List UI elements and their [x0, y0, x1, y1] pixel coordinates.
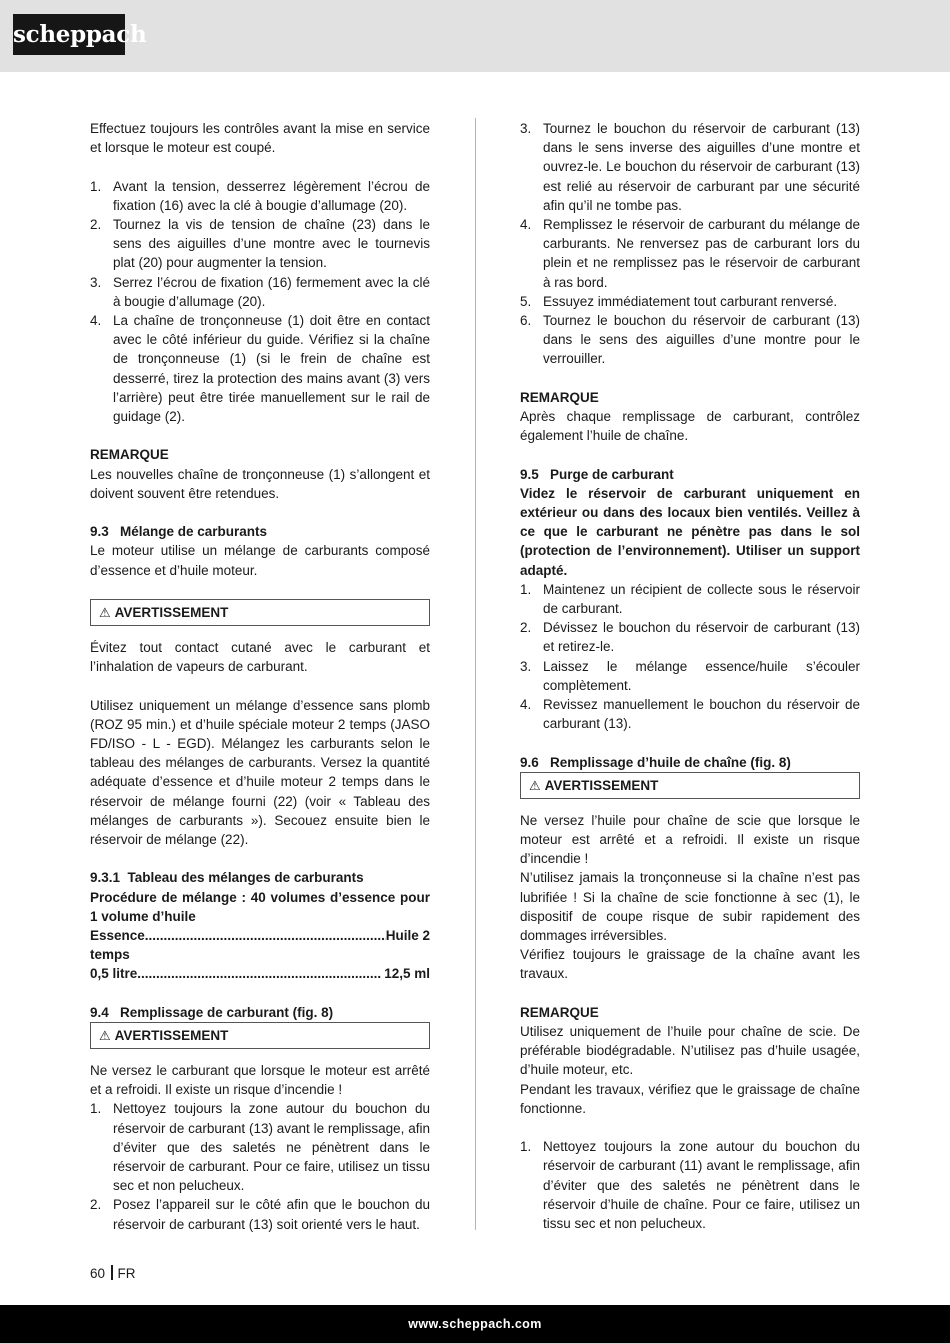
warning-text: Évitez tout contact cutané avec le carburant et l’inhalation de vapeurs de carburant.: [90, 640, 430, 675]
warning-label: AVERTISSEMENT: [114, 605, 229, 621]
list-item: 1. Avant la tension, desserrez légèrement l’écrou de fixation (16) avec la clé à bougie d’allumage (20).: [90, 178, 430, 213]
page-number-value: 60: [90, 1266, 106, 1281]
section-9-3-1-heading: 9.3.1 Tableau des mélanges de carburants: [90, 870, 364, 886]
warning-text: Ne versez le carburant que lorsque le moteur est arrêté et a refroidi. Il existe un risque d’incendie !: [90, 1063, 430, 1098]
warning-triangle-icon: ⚠: [99, 606, 111, 622]
section-9-5-heading: 9.5 Purge de carburant: [520, 466, 674, 482]
warning-text: N’utilisez jamais la tronçonneuse si la chaîne n’est pas lubrifiée ! Si la chaîne de scie fonctionne à sec (1), le dispositif de coupe risque de subir rapidement des dommages irréversibles.: [520, 870, 860, 944]
section-9-4-heading: 9.4 Remplissage de carburant (fig. 8): [90, 1004, 334, 1020]
page-number: [90, 1264, 136, 1283]
purge-steps-list: [520, 580, 860, 734]
warning-box: [90, 599, 430, 626]
remark-heading: REMARQUE: [90, 447, 169, 463]
mix-table-cell: 12,5 ml: [384, 966, 430, 982]
mix-table-oil-label: Huile 2: [385, 928, 430, 944]
mixing-procedure: Procédure de mélange : 40 volumes d’essence pour 1 volume d’huile: [90, 889, 430, 924]
list-item: 2. Tournez la vis de tension de chaîne (23) dans le sens des aiguilles d’une montre avec le tournevis plat (20) pour augmenter la tension.: [90, 217, 430, 271]
mix-table-row: [90, 964, 430, 983]
mix-table-essence-label: Essence: [90, 928, 145, 944]
list-item: 1. Nettoyez toujours la zone autour du bouchon du réservoir de carburant (13) avant le remplissage, afin d’éviter que des saletés ne pénètrent dans le réservoir de carburant. Pour ce faire, utilisez un tissu sec et non pelucheux.: [90, 1101, 430, 1194]
list-item: 5. Essuyez immédiatement tout carburant renversé.: [520, 293, 838, 309]
header-band: [0, 0, 950, 72]
warning-box: [90, 1022, 430, 1049]
remark-text: Les nouvelles chaîne de tronçonneuse (1) s’allongent et doivent souvent être retendues.: [90, 466, 430, 501]
column-divider: [475, 118, 476, 1230]
warning-triangle-icon: ⚠: [529, 778, 541, 794]
list-item: 6. Tournez le bouchon du réservoir de carburant (13) dans le sens des aiguilles d’une montre pour le verrouiller.: [520, 313, 860, 367]
scheppach-logo: scheppach: [13, 14, 125, 55]
warning-text: Vérifiez toujours le graissage de la chaîne avant les travaux.: [520, 947, 860, 982]
list-item: 2. Posez l’appareil sur le côté afin que le bouchon du réservoir de carburant (13) soit orienté vers le haut.: [90, 1197, 430, 1232]
usage-paragraph: Utilisez uniquement un mélange d’essence sans plomb (ROZ 95 min.) et d’huile spéciale moteur 2 temps (JASO FD/ISO - L - EGD). Mélangez les carburants selon le tableau des mélanges de carburants. Versez la quantité adéquate d’essence et d’huile moteur 2 temps dans le réservoir de mélange fourni (22) (voir « Tableau des mélanges de carburants »). Secouez ensuite bien le réservoir de mélange (22).: [90, 697, 430, 848]
website-url: www.scheppach.com: [408, 1317, 542, 1331]
remark-text: Utilisez uniquement de l’huile pour chaîne de scie. De préférable biodégradable. N’utilisez pas d’huile usagée, d’huile moteur, etc.: [520, 1024, 860, 1078]
chain-oil-steps-list: [520, 1137, 860, 1233]
remark-heading: REMARQUE: [520, 1004, 599, 1020]
section-9-6-heading: 9.6 Remplissage d’huile de chaîne (fig. 8): [520, 754, 791, 770]
footer-band: [0, 1305, 950, 1343]
language-code: FR: [117, 1266, 136, 1281]
list-item: 3. Tournez le bouchon du réservoir de carburant (13) dans le sens inverse des aiguilles d’une montre et ouvrez-le. Le bouchon du réservoir de carburant (13) est relié au réservoir de carburant par une sécurité afin qu’il ne tombe pas.: [520, 121, 860, 213]
list-item: 3. Serrez l’écrou de fixation (16) fermement avec la clé à bougie d’allumage (20).: [90, 274, 430, 309]
refuel-steps-list-continued: [520, 119, 860, 369]
mix-table-header: [90, 926, 430, 945]
list-item: 3. Laissez le mélange essence/huile s’écouler complètement.: [520, 658, 860, 693]
warning-triangle-icon: ⚠: [99, 1029, 111, 1045]
list-item: 4. Revissez manuellement le bouchon du réservoir de carburant (13).: [520, 697, 860, 732]
warning-text: Ne versez l’huile pour chaîne de scie que lorsque le moteur est arrêté et a refroidi. Il existe un risque d’incendie !: [520, 812, 860, 867]
purge-instruction: Videz le réservoir de carburant uniquement en extérieur ou dans des locaux bien ventilés. Veillez à ce que le carburant ne pénètre pas dans le sol (protection de l’environnement). Utiliser un support adapté.: [520, 485, 860, 578]
tension-steps-list: [90, 177, 430, 427]
mix-table-oil-label-wrap: temps: [90, 947, 130, 963]
refuel-steps-list: [90, 1099, 430, 1233]
warning-box: [520, 772, 860, 799]
list-item: 4. Remplissez le réservoir de carburant du mélange de carburants. Ne renversez pas de carburant lors du plein et ne remplissez pas le réservoir de carburant à ras bord.: [520, 217, 860, 290]
remark-text: Pendant les travaux, vérifiez que le graissage de chaîne fonctionne.: [520, 1081, 860, 1116]
left-column: [90, 119, 430, 1234]
warning-label: AVERTISSEMENT: [544, 777, 659, 793]
remark-heading: REMARQUE: [520, 389, 599, 405]
section-9-3-text: Le moteur utilise un mélange de carburants composé d’essence et d’huile moteur.: [90, 543, 430, 578]
mix-table-cell: 0,5 litre: [90, 966, 138, 982]
page-number-separator: [111, 1265, 113, 1280]
warning-label: AVERTISSEMENT: [114, 1028, 229, 1044]
list-item: 4. La chaîne de tronçonneuse (1) doit être en contact avec le côté inférieur du guide. Vérifiez si la chaîne de tronçonneuse (1) (si le frein de chaîne est desserré, tirez la protection des mains avant (3) vers l’arrière) peut être tirée manuellement sur le rail de guidage (2).: [90, 313, 430, 425]
intro-paragraph: Effectuez toujours les contrôles avant la mise en service et lorsque le moteur est coupé.: [90, 121, 430, 156]
list-item: 2. Dévissez le bouchon du réservoir de carburant (13) et retirez-le.: [520, 620, 860, 655]
list-item: 1. Nettoyez toujours la zone autour du bouchon du réservoir de carburant (11) avant le remplissage, afin d’éviter que des saletés ne pénètrent dans le réservoir d’huile de chaîne. Pour ce faire, utilisez un tissu sec et non pelucheux.: [520, 1139, 860, 1232]
section-9-3-heading: 9.3 Mélange de carburants: [90, 524, 268, 540]
remark-text: Après chaque remplissage de carburant, contrôlez également l’huile de chaîne.: [520, 409, 860, 444]
list-item: 1. Maintenez un récipient de collecte sous le réservoir de carburant.: [520, 581, 860, 617]
right-column: [520, 119, 860, 1233]
